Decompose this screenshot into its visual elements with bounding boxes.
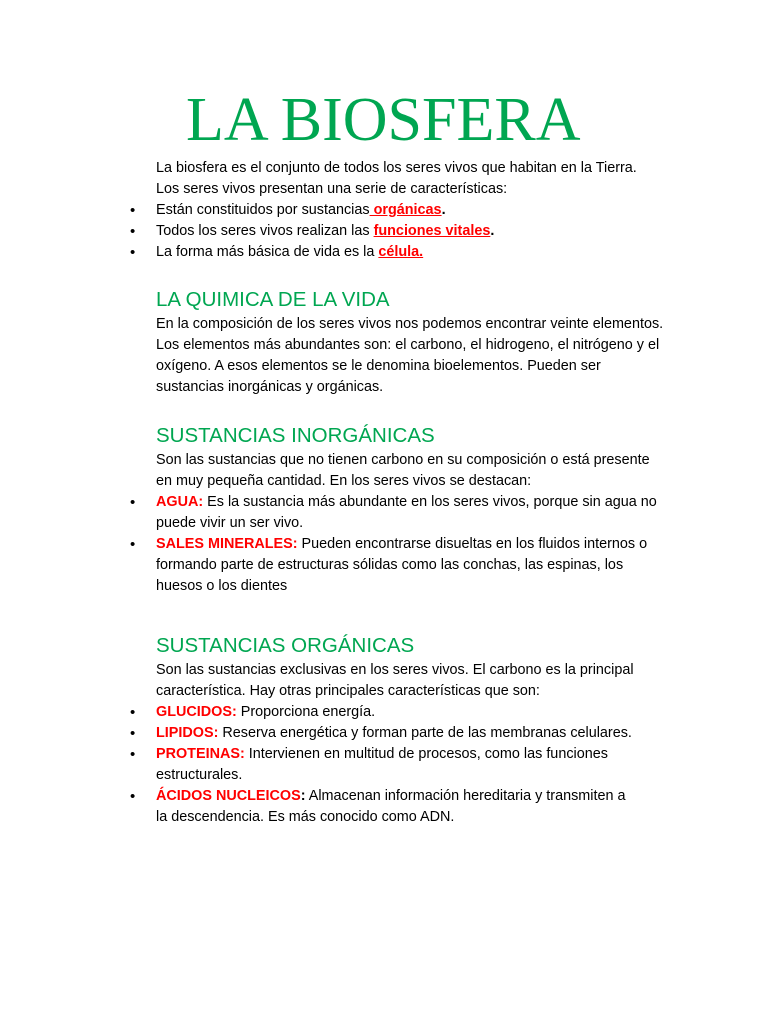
list-item: [156, 492, 716, 513]
item-term: GLUCIDOS:: [156, 704, 237, 720]
item-text: La forma más básica de vida es la: [156, 244, 379, 260]
list-item: [156, 723, 716, 744]
list-item: [156, 534, 716, 555]
item-text: Reserva energética y forman parte de las membranas celulares.: [218, 725, 632, 741]
paragraph-line: Los elementos más abundantes son: el carbono, el hidrogeno, el nitrógeno y el: [156, 337, 660, 353]
item-text: Pueden encontrarse disueltas en los fluidos internos o: [297, 536, 648, 552]
item-term: célula.: [378, 244, 424, 260]
item-continuation: la descendencia. Es más conocido como ADN.: [156, 809, 455, 825]
item-continuation: huesos o los dientes: [156, 578, 288, 594]
paragraph-line: Son las sustancias exclusivas en los seres vivos. El carbono es la principal: [156, 662, 634, 678]
item-text: Están constituidos por sustancias: [156, 202, 370, 218]
item-text: .: [441, 202, 446, 218]
paragraph-line: En la composición de los seres vivos nos podemos encontrar veinte elementos.: [156, 316, 664, 332]
paragraph-line: sustancias inorgánicas y orgánicas.: [156, 379, 384, 395]
item-term: SALES MINERALES:: [156, 536, 298, 552]
quimica-section: [156, 286, 716, 398]
item-term: funciones vitales: [373, 223, 491, 239]
list-item: [156, 744, 716, 765]
organicas-section: [156, 632, 716, 828]
item-text: .: [490, 223, 495, 239]
item-term: ÁCIDOS NUCLEICOS: [156, 788, 301, 804]
item-term: orgánicas: [369, 202, 442, 218]
inorganicas-section: [156, 422, 716, 597]
item-text: Proporciona energía.: [236, 704, 376, 720]
item-continuation: puede vivir un ser vivo.: [156, 515, 304, 531]
list-item: [156, 702, 716, 723]
item-continuation: formando parte de estructuras sólidas como las conchas, las espinas, los: [156, 557, 624, 573]
paragraph-line: Son las sustancias que no tienen carbono en su composición o está presente: [156, 452, 650, 468]
item-text: Almacenan información hereditaria y transmiten a: [305, 788, 626, 804]
item-continuation: estructurales.: [156, 767, 243, 783]
list-item: [156, 242, 716, 263]
item-term: LIPIDOS:: [156, 725, 219, 741]
section-heading: SUSTANCIAS INORGÁNICAS: [156, 424, 435, 447]
item-text: Intervienen en multitud de procesos, como las funciones: [244, 746, 608, 762]
paragraph-line: en muy pequeña cantidad. En los seres vivos se destacan:: [156, 473, 532, 489]
section-heading: LA QUIMICA DE LA VIDA: [156, 288, 390, 311]
list-item: [156, 200, 716, 221]
list-item: [156, 221, 716, 242]
list-item: [156, 786, 716, 807]
intro-section: [156, 158, 716, 263]
item-text: Todos los seres vivos realizan las: [156, 223, 374, 239]
intro-line: Los seres vivos presentan una serie de características:: [156, 181, 508, 197]
item-text: Es la sustancia más abundante en los seres vivos, porque sin agua no: [203, 494, 657, 510]
paragraph-line: oxígeno. A esos elementos se le denomina bioelementos. Pueden ser: [156, 358, 601, 374]
page-title: LA BIOSFERA: [186, 86, 581, 154]
item-term: PROTEINAS:: [156, 746, 245, 762]
intro-line: La biosfera es el conjunto de todos los seres vivos que habitan en la Tierra.: [156, 160, 637, 176]
paragraph-line: característica. Hay otras principales características que son:: [156, 683, 540, 699]
item-colon: :: [300, 788, 306, 804]
section-heading: SUSTANCIAS ORGÁNICAS: [156, 634, 415, 657]
item-term: AGUA:: [156, 494, 204, 510]
